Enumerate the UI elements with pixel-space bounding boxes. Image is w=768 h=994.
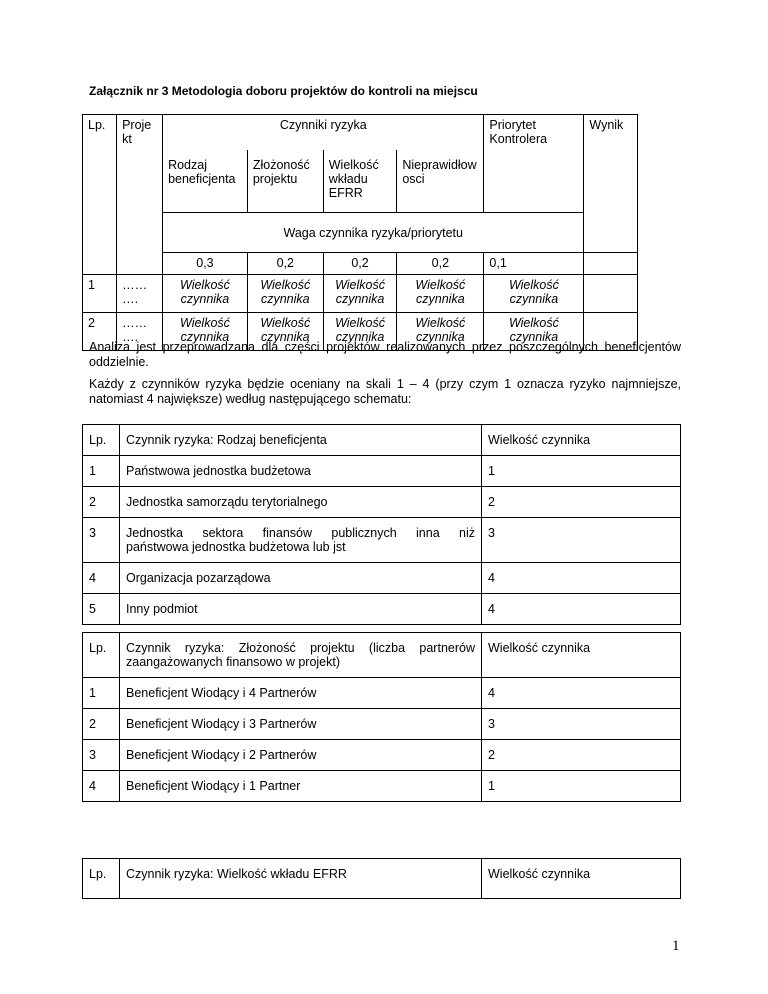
row-value: 1 (482, 771, 681, 802)
header-lp: Lp. (83, 859, 120, 899)
header-wielkosc-wkladu: Wielkość wkładu EFRR (323, 150, 397, 213)
row-name: Państwowa jednostka budżetowa (120, 456, 482, 487)
header-priorytet: Priorytet Kontrolera (484, 115, 584, 150)
row-value: 2 (482, 740, 681, 771)
waga-label: Waga czynnika ryzyka/priorytetu (163, 213, 584, 253)
row-cell: Wielkość czynnika (163, 275, 248, 313)
table-zlozonosc-projektu (82, 632, 681, 802)
header-wielkosc: Wielkość czynnika (482, 859, 681, 899)
row-cell: Wielkość czynnika (484, 313, 584, 351)
row-cell: Wielkość czynnika (397, 275, 484, 313)
table-rodzaj-beneficjenta (82, 424, 681, 625)
header-lp: Lp. (83, 633, 120, 678)
header-wielkosc: Wielkość czynnika (482, 425, 681, 456)
header-priorytet-blank (484, 150, 584, 213)
wynik-blank (584, 253, 638, 275)
row-name: Inny podmiot (120, 594, 482, 625)
row-lp: 1 (83, 456, 120, 487)
row-lp: 2 (83, 487, 120, 518)
row-name: Beneficjent Wiodący i 3 Partnerów (120, 709, 482, 740)
table-row (83, 487, 681, 518)
table-row (83, 771, 681, 802)
row-lp: 3 (83, 740, 120, 771)
header-projekt: Proje kt (117, 115, 163, 275)
row-cell: Wielkość czynnika (323, 275, 397, 313)
paragraph-analiza: Analiza jest przeprowadzana dla części projektów realizowanych przez poszczególnych beneficjentów oddzielnie. (89, 340, 681, 369)
risk-factors-table (82, 114, 638, 351)
table-row (83, 563, 681, 594)
row-cell: Wielkość czynnika (247, 275, 323, 313)
row-value: 4 (482, 563, 681, 594)
header-czynniki-ryzyka: Czynniki ryzyka (163, 115, 484, 150)
row-cell: Wielkość czynnika (323, 313, 397, 351)
row-value: 3 (482, 709, 681, 740)
row-lp: 1 (83, 275, 117, 313)
wynik-blank (584, 213, 638, 253)
table-wielkosc-wkladu (82, 858, 681, 899)
row-lp: 4 (83, 563, 120, 594)
header-rodzaj: Rodzaj beneficjenta (163, 150, 248, 213)
weight-value: 0,1 (484, 253, 584, 275)
row-name: Beneficjent Wiodący i 1 Partner (120, 771, 482, 802)
page-number: 1 (672, 938, 680, 954)
row-name: Jednostka samorządu terytorialnego (120, 487, 482, 518)
row-cell: Wielkość czynnika (484, 275, 584, 313)
table-row (83, 518, 681, 563)
table-row (83, 456, 681, 487)
row-value: 4 (482, 678, 681, 709)
header-nieprawidlowosci: Nieprawidłow osci (397, 150, 484, 213)
row-lp: 4 (83, 771, 120, 802)
row-value: 2 (482, 487, 681, 518)
row-lp: 2 (83, 709, 120, 740)
row-name (120, 518, 482, 563)
paragraph-skala: Każdy z czynników ryzyka będzie oceniany na skali 1 – 4 (przy czym 1 oznacza ryzyko najmniejsze, natomiast 4 największe) według następującego schematu: (89, 377, 681, 406)
row-projekt: …… …. (117, 275, 163, 313)
header-lp: Lp. (83, 115, 117, 275)
row-name: Beneficjent Wiodący i 4 Partnerów (120, 678, 482, 709)
header-czynnik: Czynnik ryzyka: Złożoność projektu (liczba partnerów zaangażowanych finansowo w projekt) (120, 633, 482, 678)
table-row (83, 275, 638, 313)
table-row (83, 709, 681, 740)
weight-value: 0,2 (397, 253, 484, 275)
header-czynnik: Czynnik ryzyka: Wielkość wkładu EFRR (120, 859, 482, 899)
row-cell: Wielkość czynnika (397, 313, 484, 351)
row-value: 4 (482, 594, 681, 625)
row-lp: 5 (83, 594, 120, 625)
row-cell: Wielkość czynnika (247, 313, 323, 351)
row-name-line1: Jednostka sektora finansów publicznych inna niż (126, 526, 475, 540)
row-name: Beneficjent Wiodący i 2 Partnerów (120, 740, 482, 771)
row-name-line2: państwowa jednostka budżetowa lub jst (126, 540, 346, 554)
page-title: Załącznik nr 3 Metodologia doboru projektów do kontroli na miejscu (89, 84, 478, 98)
row-lp: 3 (83, 518, 120, 563)
row-name: Organizacja pozarządowa (120, 563, 482, 594)
row-lp: 2 (83, 313, 117, 351)
table-row (83, 594, 681, 625)
header-wielkosc: Wielkość czynnika (482, 633, 681, 678)
table-row (83, 740, 681, 771)
row-lp: 1 (83, 678, 120, 709)
row-projekt: …… …. (117, 313, 163, 351)
row-cell: Wielkość czynnika (163, 313, 248, 351)
header-czynnik: Czynnik ryzyka: Rodzaj beneficjenta (120, 425, 482, 456)
header-wynik: Wynik (584, 115, 638, 213)
row-value: 3 (482, 518, 681, 563)
table-row (83, 678, 681, 709)
weight-value: 0,2 (323, 253, 397, 275)
row-wynik (584, 275, 638, 313)
row-value: 1 (482, 456, 681, 487)
header-zlozonosc: Złożoność projektu (247, 150, 323, 213)
weight-value: 0,2 (247, 253, 323, 275)
weight-value: 0,3 (163, 253, 248, 275)
header-lp: Lp. (83, 425, 120, 456)
